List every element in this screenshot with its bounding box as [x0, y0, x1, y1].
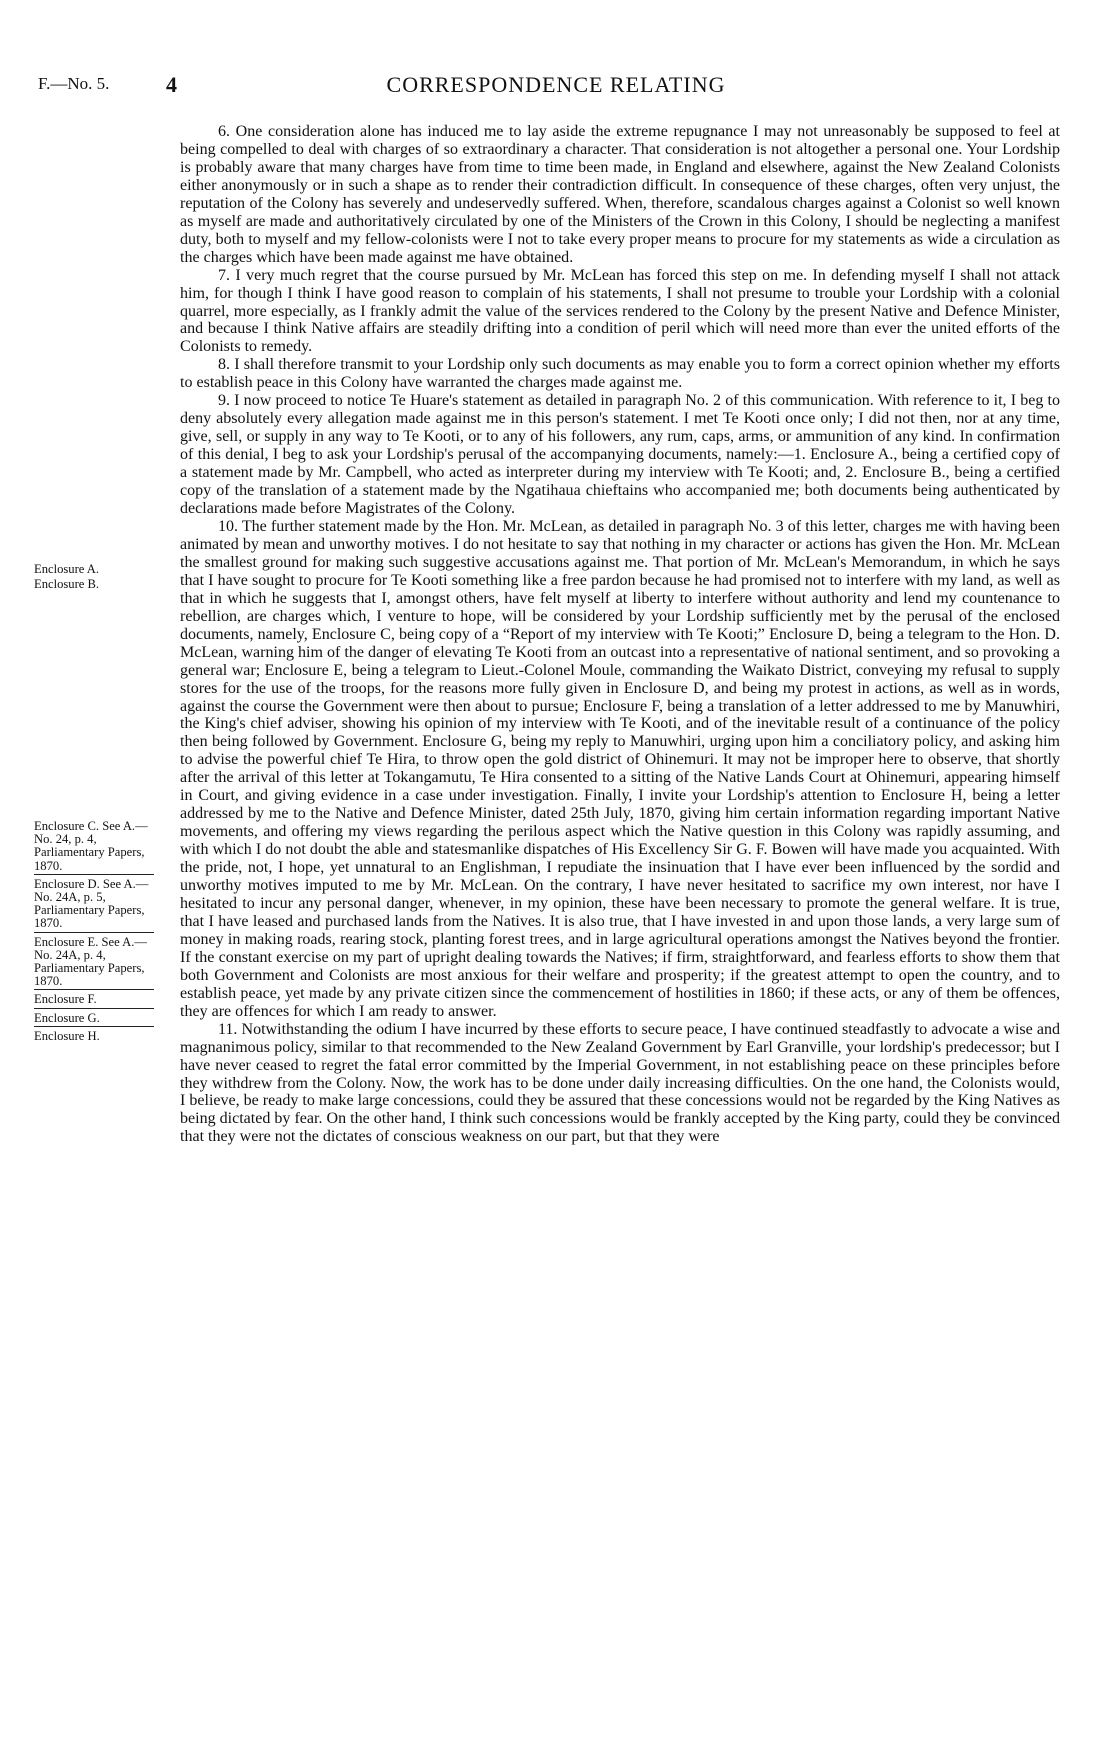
margin-note-enclosure-e: Enclosure E. See A.—No. 24A, p. 4, Parliamentary Papers, 1870. — [34, 936, 154, 991]
margin-note-enclosure-g: Enclosure G. — [34, 1012, 154, 1027]
margin-note-enclosure-h: Enclosure H. — [34, 1028, 100, 1043]
margin-note-enclosure-f: Enclosure F. — [34, 993, 154, 1008]
page-header — [38, 72, 1074, 100]
page-number: 4 — [166, 72, 177, 97]
margin-note-enclosure-d: Enclosure D. See A.—No. 24A, p. 5, Parliamentary Papers, 1870. — [34, 878, 154, 933]
paragraph-9: 9. I now proceed to notice Te Huare's statement as detailed in paragraph No. 2 of this communication. With reference to it, I beg to deny absolutely every allegation made against me in this person's statement. I met Te Kooti once only; I did not then, nor at any time, give, sell, or supply in any way to Te Kooti, or to any of his followers, any rum, caps, arms, or ammunition of any kind. In confirmation of this denial, I beg to ask your Lordship's perusal of the accompanying documents, namely:—1. Enclosure A., being a certified copy of a statement made by Mr. Campbell, who acted as interpreter during my interview with Te Kooti; and, 2. Enclosure B., being a certified copy of the translation of a statement made by the Ngatihaua chieftains who accompanied me; both documents being authenticated by declarations made before Magistrates of the Colony. — [180, 392, 1060, 518]
margin-note-enclosure-a: Enclosure A. — [34, 562, 100, 576]
body-text — [180, 123, 1060, 1146]
margin-note-enclosure-b: Enclosure B. — [34, 577, 100, 592]
document-reference: F.—No. 5. — [38, 74, 110, 93]
paragraph-11: 11. Notwithstanding the odium I have incurred by these efforts to secure peace, I have continued steadfastly to advocate a wise and magnanimous policy, similar to that recommended to the New Zealand Government by Earl Granville, your lordship's predecessor; but I have never ceased to regret the fatal error committed by the Imperial Government, in not establishing peace on these principles before they withdrew from the Colony. Now, the work has to be done under daily increasing difficulties. On the one hand, the Colonists would, I believe, be ready to make large concessions, could they be assured that these concessions would not be regarded by the King Natives as being dictated by fear. On the other hand, I think such concessions would be frankly accepted by the King party, could they be convinced that they were not the dictates of conscious weakness on our part, but that they were — [180, 1020, 1060, 1146]
paragraph-8: 8. I shall therefore transmit to your Lordship only such documents as may enable you to form a correct opinion whether my efforts to establish peace in this Colony have warranted the charges made against me. — [180, 356, 1060, 392]
running-title: CORRESPONDENCE RELATING — [386, 72, 726, 97]
margin-note-enclosure-c: Enclosure C. See A.—No. 24, p. 4, Parliamentary Papers, 1870. — [34, 820, 154, 875]
paragraph-7: 7. I very much regret that the course pursued by Mr. McLean has forced this step on me. In defending myself I shall not attack him, for though I think I have good reason to complain of his statements, I shall not presume to trouble your Lordship with a colonial quarrel, more especially, as I frankly admit the value of the services rendered to the Colony by the present Native and Defence Minister, and because I think Native affairs are steadily drifting into a condition of peril which will need more than ever the united efforts of the Colonists to remedy. — [180, 266, 1060, 356]
paragraph-6: 6. One consideration alone has induced me to lay aside the extreme repugnance I may not unreasonably be supposed to feel at being compelled to deal with charges of so extraordinary a character. That consideration is not altogether a personal one. Your Lordship is probably aware that many charges have from time to time been made, in England and elsewhere, against the New Zealand Colonists either anonymously or in such a shape as to render their contradiction difficult. In consequence of these charges, often very unjust, the reputation of the Colony has severely and undeservedly suffered. When, therefore, scandalous charges against a Colonist so well known as myself are made and authoritatively circulated by one of the Ministers of the Crown in this Colony, I should be neglecting a manifest duty, both to myself and my fellow-colonists were I not to take every proper means to procure for my statements as wide a circulation as the charges which have been made against me have obtained. — [180, 123, 1060, 266]
paragraph-10: 10. The further statement made by the Hon. Mr. McLean, as detailed in paragraph No. 3 of this letter, charges me with having been animated by mean and unworthy motives. I do not hesitate to say that nothing in my character or actions has given the Hon. Mr. McLean the smallest ground for making such suggestive accusations against me. That portion of Mr. McLean's Memorandum, in which he says that I have sought to procure for Te Kooti something like a free pardon because he had promised not to interfere with my land, as well as that in which he suggests that I, amongst others, have felt myself at liberty to interfere without authority and lend my countenance to rebellion, are charges which, I venture to hope, will be considered by your Lordship sufficiently met by the perusal of the enclosed documents, namely, Enclosure C, being copy of a “Report of my interview with Te Kooti;” Enclosure D, being a telegram to the Hon. D. McLean, warning him of the danger of elevating Te Kooti from an outcast into a representative of national sentiment, and so provoking a general war; Enclosure E, being a telegram to Lieut.-Colonel Moule, commanding the Waikato District, conveying my refusal to supply stores for the use of the troops, for the reasons more fully given in Enclosure D, and being my protest in actions, as well as in words, against the course the Government were then about to pursue; Enclosure F, being a translation of a letter addressed to me by Manuwhiri, the King's chief adviser, showing his opinion of my interview with Te Kooti, and of the inevitable result of a continuance of the policy then being followed by Government. Enclosure G, being my reply to Manuwhiri, urging upon him a conciliatory policy, and asking him to advise the powerful chief Te Hira, to throw open the gold district of Ohinemuri. It may not be improper here to observe, that shortly after the arrival of this letter at Tokangamutu, Te Hira consented to a sitting of the Native Lands Court at Ohinemuri, appearing himself in Court, and giving evidence in a case under investigation. Finally, I invite your Lordship's attention to Enclosure H, being a letter addressed by me to the Native and Defence Minister, dated 25th July, 1870, giving him certain information regarding important Native movements, and offering my views regarding the perilous aspect which the Native question in this Colony was rapidly assuming, and with which I do not doubt the able and statesmanlike dispatches of His Excellency Sir G. F. Bowen will have made you acquainted. With the pride, not, I hope, yet unnatural to an Englishman, I repudiate the insinuation that I have ever been influenced by the sordid and unworthy motives imputed to me by Mr. McLean. On the contrary, I have never hesitated to sacrifice my own interest, nor have I hesitated to incur any personal danger, whenever, in my opinion, these have been necessary to promote the general welfare. It is true, that I have leased and purchased lands from the Natives. It is also true, that I have invested in and upon those lands, a very large sum of money in making roads, rearing stock, planting forest trees, and in large agricultural operations amongst the Natives beyond the frontier. If the constant exercise on my part of upright dealing towards the Natives; if firm, straightforward, and fearless efforts to show them that both Government and Colonists are most anxious for their welfare and prosperity; if the greatest attempt to open the country, and to establish peace, yet made by any private citizen since the commencement of hostilities in 1860; if these acts, or any of them be offences, they are offences for which I am ready to answer. — [180, 517, 1060, 1020]
margin-notes-ch — [34, 820, 182, 1045]
margin-notes-ab — [34, 563, 182, 593]
